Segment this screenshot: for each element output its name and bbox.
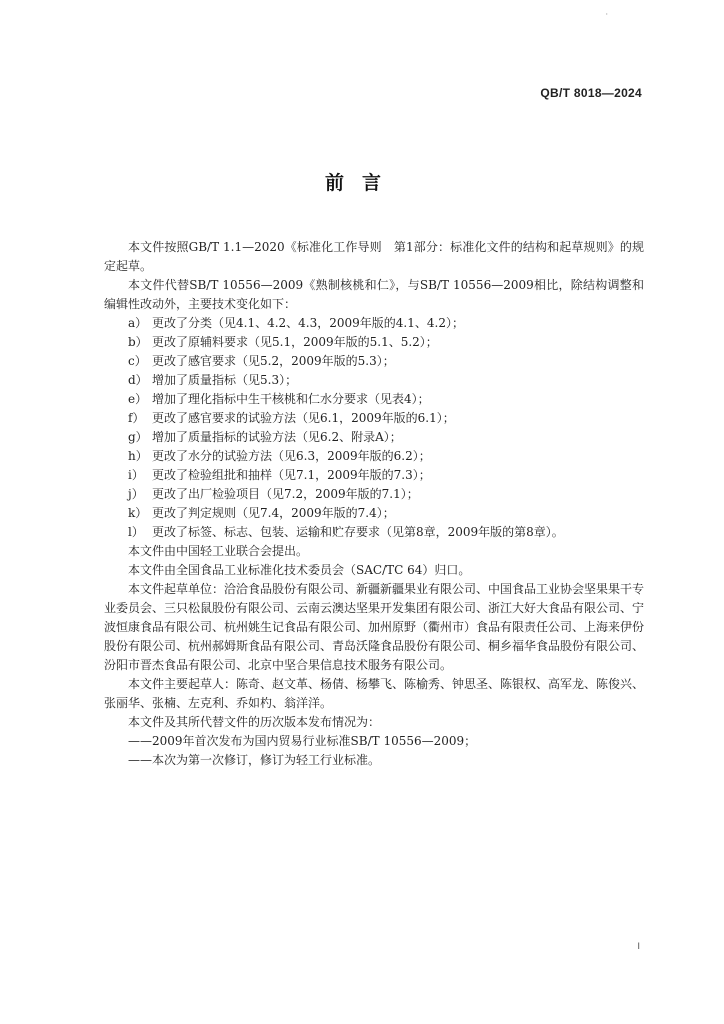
change-item-label: l） — [128, 525, 144, 539]
preface-body — [104, 238, 644, 770]
paragraph-drafting-units: 本文件起草单位：洽洽食品股份有限公司、新疆新疆果业有限公司、中国食品工业协会坚果果干专业委员会、三只松鼠股份有限公司、云南云澳达坚果开发集团有限公司、浙江大好大食品有限公司、宁波恒康食品有限公司、杭州姚生记食品有限公司、加州原野（衢州市）食品有限责任公司、上海来伊份股份有限公司、杭州郝姆斯食品有限公司、青岛沃隆食品股份有限公司、桐乡福华食品股份有限公司、汾阳市晋杰食品有限公司、北京中坚合果信息技术服务有限公司。 — [104, 582, 645, 672]
change-item-text: 更改了分类（见4.1、4.2、4.3，2009年版的4.1、4.2）； — [152, 316, 464, 330]
change-item-label: h） — [128, 449, 148, 463]
change-item-text: 更改了感官要求（见5.2，2009年版的5.3）； — [152, 354, 395, 368]
change-item — [104, 333, 644, 352]
change-item — [104, 428, 644, 447]
paragraph-drafters: 本文件主要起草人：陈奇、赵文革、杨倩、杨攀飞、陈榆秀、钟思圣、陈银权、高军龙、陈俊兴、张丽华、张楠、左克利、乔如杓、翁洋洋。 — [104, 677, 645, 710]
changes-list — [104, 314, 644, 542]
change-item-label: b） — [128, 335, 148, 349]
history-item: ——本次为第一次修订，修订为轻工行业标准。 — [128, 753, 381, 767]
paragraph-replaces: 本文件代替SB/T 10556—2009《熟制核桃和仁》，与SB/T 10556—2009相比，除结构调整和编辑性改动外，主要技术变化如下： — [104, 278, 644, 311]
change-item-label: j） — [128, 487, 144, 501]
change-item — [104, 352, 644, 371]
change-item-text: 更改了判定规则（见7.4，2009年版的7.4）； — [152, 506, 395, 520]
corner-mark: · — [605, 10, 608, 19]
change-item-text: 更改了感官要求的试验方法（见6.1，2009年版的6.1）； — [152, 411, 455, 425]
change-item-label: c） — [128, 354, 147, 368]
change-item — [104, 504, 644, 523]
paragraph-history-intro: 本文件及其所代替文件的历次版本发布情况为： — [128, 715, 381, 729]
change-item-text: 更改了标签、标志、包装、运输和贮存要求（见第8章，2009年版的第8章）。 — [152, 525, 564, 539]
standard-code: QB/T 8018—2024 — [540, 86, 642, 100]
change-item-label: i） — [128, 468, 144, 482]
change-item-text: 更改了水分的试验方法（见6.3，2009年版的6.2）； — [152, 449, 431, 463]
change-item-label: e） — [128, 392, 148, 406]
change-item — [104, 447, 644, 466]
page-number: I — [637, 942, 640, 952]
change-item — [104, 409, 644, 428]
change-item — [104, 485, 644, 504]
change-item-text: 更改了检验组批和抽样（见7.1，2009年版的7.3）； — [152, 468, 431, 482]
change-item-label: g） — [128, 430, 148, 444]
change-item-text: 增加了质量指标（见5.3）； — [152, 373, 298, 387]
change-item-text: 增加了质量指标的试验方法（见6.2、附录A）； — [152, 430, 402, 444]
change-item — [104, 314, 644, 333]
change-item-label: f） — [128, 411, 145, 425]
change-item — [104, 371, 644, 390]
change-item-label: k） — [128, 506, 148, 520]
change-item — [104, 523, 644, 542]
change-item-text: 增加了理化指标中生干核桃和仁水分要求（见表4）； — [152, 392, 430, 406]
paragraph-managed-by: 本文件由全国食品工业标准化技术委员会（SAC/TC 64）归口。 — [128, 563, 471, 577]
change-item — [104, 390, 644, 409]
page-title: 前言 — [324, 172, 399, 194]
change-item-text: 更改了原辅料要求（见5.1，2009年版的5.1、5.2）； — [152, 335, 438, 349]
change-item-label: d） — [128, 373, 148, 387]
paragraph-drafting-rules: 本文件按照GB/T 1.1—2020《标准化工作导则 第1部分：标准化文件的结构和起草规则》的规定起草。 — [104, 240, 644, 273]
change-item-label: a） — [128, 316, 148, 330]
history-item: ——2009年首次发布为国内贸易行业标准SB/T 10556—2009； — [128, 734, 477, 748]
change-item-text: 更改了出厂检验项目（见7.2，2009年版的7.1）； — [152, 487, 419, 501]
paragraph-proposed-by: 本文件由中国轻工业联合会提出。 — [128, 544, 309, 558]
change-item — [104, 466, 644, 485]
